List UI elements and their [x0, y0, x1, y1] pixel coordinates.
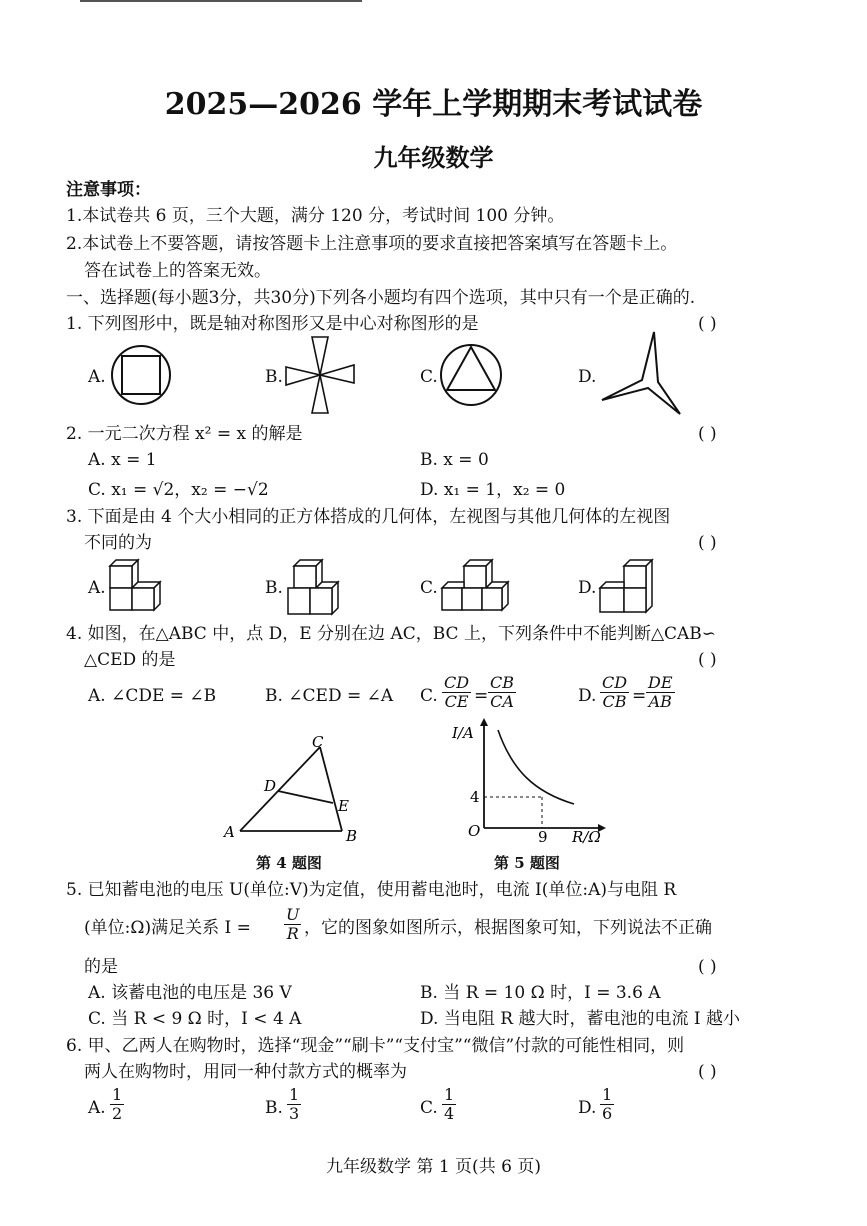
q6-option-a-label: A. — [88, 1098, 106, 1118]
q3-option-d-figure — [598, 556, 660, 614]
q1-option-d-figure — [600, 330, 684, 416]
q2-option-c: C. x₁ = √2，x₂ = −√2 — [88, 480, 269, 500]
q1-option-b-label: B. — [265, 367, 283, 387]
fig4-triangle — [220, 735, 360, 847]
q5-stem-line2a: (单位:Ω)满足关系 I = — [84, 918, 251, 938]
q2-option-b: B. x = 0 — [420, 450, 489, 470]
q4-answer-paren: ( ) — [698, 650, 717, 670]
q3-option-b-label: B. — [265, 578, 283, 598]
q4-option-d-fraction-left: $\frac{CD}{CB}$ — [602, 673, 628, 711]
exam-title: 2025—2026 学年上学期期末考试试卷 — [164, 87, 703, 122]
q3-stem-line2: 不同的为 — [84, 533, 152, 553]
q4-option-d-fraction-right: $\frac{DE}{AB}$ — [648, 673, 673, 711]
q5-stem-line2b: ，它的图象如图所示，根据图象可知，下列说法不正确 — [304, 918, 712, 938]
q1-option-a-figure — [110, 344, 172, 406]
q4-stem-line1: 4. 如图，在△ABC 中，点 D，E 分别在边 AC，BC 上，下列条件中不能判断△CAB∽ — [66, 624, 717, 644]
note-item-1: 1.本试卷共 6 页，三个大题，满分 120 分，考试时间 100 分钟。 — [66, 206, 565, 226]
fig5-graph — [448, 718, 618, 846]
q3-option-c-figure — [440, 556, 512, 612]
fig5-y-arrow — [480, 718, 488, 726]
note-item-2: 2.本试卷上不要答题，请按答题卡上注意事项的要求直接把答案填写在答题卡上。 — [66, 234, 678, 254]
q3-option-b-figure — [286, 556, 342, 616]
fig5-curve — [498, 730, 574, 804]
q2-answer-paren: ( ) — [698, 424, 717, 444]
q6-option-d-label: D. — [578, 1098, 597, 1118]
fig4-caption: 第 4 题图 — [256, 854, 322, 872]
q5-option-b: B. 当 R = 10 Ω 时，I = 3.6 A — [420, 983, 661, 1003]
fig4-label-e: E — [338, 797, 349, 815]
q6-stem-line1: 6. 甲、乙两人在购物时，选择“现金”“刷卡”“支付宝”“微信”付款的可能性相同，则 — [66, 1036, 685, 1056]
q4-option-c-fraction-left: $\frac{CD}{CE}$ — [444, 673, 470, 711]
fig5-x-tick: 9 — [538, 828, 548, 846]
section1-heading: 一、选择题(每小题3分，共30分)下列各小题均有四个选项，其中只有一个是正确的. — [66, 288, 696, 308]
q1-option-b-figure — [284, 335, 356, 415]
q3-option-c-label: C. — [420, 578, 438, 598]
fig5-caption: 第 5 题图 — [494, 854, 560, 872]
q6-option-c-label: C. — [420, 1098, 438, 1118]
top-rule — [80, 0, 362, 2]
q4-option-c-fraction-right: $\frac{CB}{CA}$ — [490, 673, 514, 711]
q4-option-a: A. ∠CDE = ∠B — [88, 686, 217, 706]
q1-option-d-label: D. — [578, 367, 597, 387]
q6-stem-line2: 两人在购物时，用同一种付款方式的概率为 — [84, 1062, 407, 1082]
q6-option-b-fraction: $\frac{1}{3}$ — [289, 1085, 300, 1123]
q5-option-a: A. 该蓄电池的电压是 36 V — [88, 983, 292, 1003]
q4-option-d-equals: = — [632, 686, 647, 706]
q2-option-d: D. x₁ = 1，x₂ = 0 — [420, 480, 566, 500]
q6-option-c-fraction: $\frac{1}{4}$ — [444, 1085, 455, 1123]
q5-answer-paren: ( ) — [698, 957, 717, 977]
notes-heading: 注意事项： — [66, 180, 151, 200]
q5-stem-line3: 的是 — [84, 957, 118, 977]
q2-stem: 2. 一元二次方程 x² = x 的解是 — [66, 424, 303, 444]
q6-option-a-fraction: $\frac{1}{2}$ — [112, 1085, 123, 1123]
q4-option-c-label: C. — [420, 686, 438, 706]
q5-formula-fraction: $\frac{U}{R}$ — [286, 905, 300, 943]
q1-option-c-figure — [438, 342, 504, 408]
q4-stem-line2: △CED 的是 — [84, 650, 176, 670]
q3-option-a-figure — [108, 556, 164, 612]
q1-option-c-label: C. — [420, 367, 438, 387]
q1-stem: 1. 下列图形中，既是轴对称图形又是中心对称图形的是 — [66, 314, 479, 334]
q3-option-d-label: D. — [578, 578, 597, 598]
q4-option-d-label: D. — [578, 686, 597, 706]
q5-option-c: C. 当 R < 9 Ω 时，I < 4 A — [88, 1009, 302, 1029]
q4-option-b: B. ∠CED = ∠A — [265, 686, 394, 706]
q6-answer-paren: ( ) — [698, 1062, 717, 1082]
note-item-3: 答在试卷上的答案无效。 — [84, 261, 271, 281]
fig4-label-a: A — [224, 823, 235, 841]
q3-stem-line1: 3. 下面是由 4 个大小相同的正方体搭成的几何体，左视图与其他几何体的左视图 — [66, 507, 671, 527]
fig4-label-c: C — [312, 733, 324, 751]
fig5-origin-label: O — [468, 822, 481, 840]
page-footer: 九年级数学 第 1 页(共 6 页) — [326, 1157, 541, 1177]
q5-stem-line1: 5. 已知蓄电池的电压 U(单位:V)为定值，使用蓄电池时，电流 I(单位:A)与电阻 R — [66, 880, 677, 900]
exam-subtitle: 九年级数学 — [373, 143, 494, 172]
fig5-x-axis-label: R/Ω — [572, 828, 601, 846]
q6-option-d-fraction: $\frac{1}{6}$ — [602, 1085, 613, 1123]
fig4-label-b: B — [346, 827, 358, 845]
q4-option-c-equals: = — [474, 686, 489, 706]
q3-option-a-label: A. — [88, 578, 106, 598]
fig5-y-tick: 4 — [470, 788, 480, 806]
fig5-y-axis-label: I/A — [452, 724, 474, 742]
fig4-label-d: D — [264, 777, 277, 795]
q1-answer-paren: ( ) — [698, 314, 717, 334]
q1-option-a-label: A. — [88, 367, 106, 387]
q6-option-b-label: B. — [265, 1098, 283, 1118]
q3-answer-paren: ( ) — [698, 533, 717, 553]
q2-option-a: A. x = 1 — [88, 450, 157, 470]
q5-option-d: D. 当电阻 R 越大时，蓄电池的电流 I 越小 — [420, 1009, 740, 1029]
